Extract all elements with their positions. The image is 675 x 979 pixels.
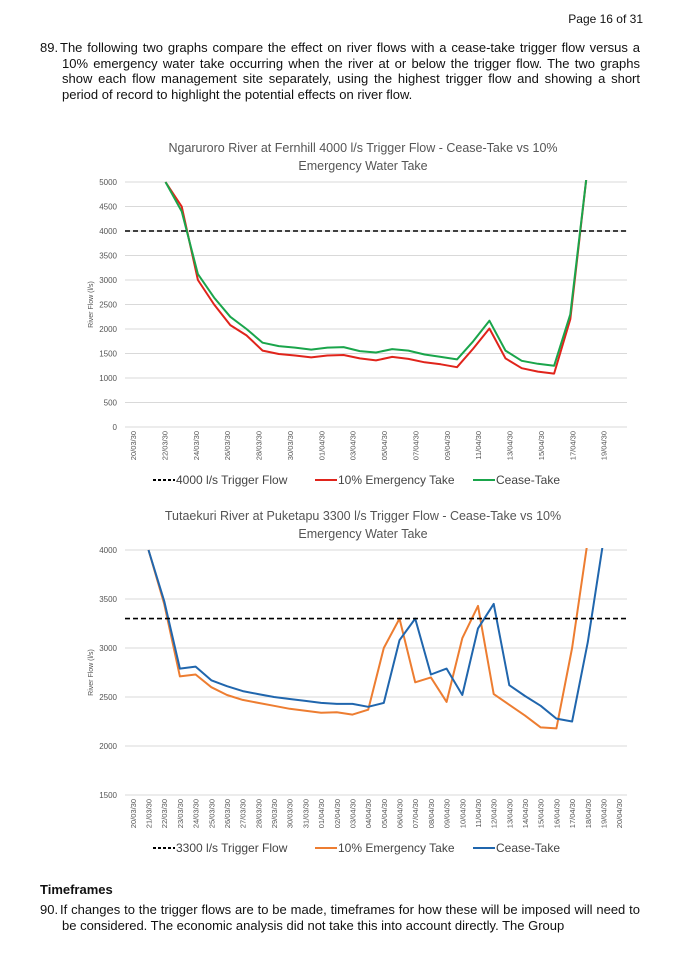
x-tick-label: 16/04/30 bbox=[552, 799, 562, 829]
x-tick-label: 15/04/30 bbox=[536, 799, 546, 829]
x-tick-label: 10/04/30 bbox=[458, 799, 468, 829]
x-tick-label: 22/03/30 bbox=[160, 431, 170, 461]
x-tick-label: 17/04/30 bbox=[568, 799, 578, 829]
x-tick-label: 03/04/30 bbox=[348, 799, 358, 829]
x-tick-label: 19/04/30 bbox=[599, 799, 609, 829]
legend-emergency-take-label: 10% Emergency Take bbox=[338, 473, 455, 487]
x-tick-label: 20/04/30 bbox=[615, 799, 625, 829]
x-tick-label: 28/03/30 bbox=[254, 431, 264, 461]
y-tick-label: 3000 bbox=[99, 644, 117, 653]
chart-title-line1: Ngaruroro River at Fernhill 4000 l/s Trigger Flow - Cease-Take vs 10% bbox=[168, 141, 558, 155]
x-tick-label: 21/03/30 bbox=[144, 799, 154, 829]
x-tick-label: 31/03/30 bbox=[301, 799, 311, 829]
x-tick-label: 07/04/30 bbox=[411, 431, 421, 461]
chart-ngaruroro bbox=[85, 130, 642, 496]
y-tick-label: 3500 bbox=[99, 595, 117, 604]
series-line-emergency-take bbox=[149, 540, 588, 728]
x-tick-label: 17/04/30 bbox=[568, 431, 578, 461]
x-tick-label: 14/04/30 bbox=[521, 799, 531, 829]
y-axis-label: River Flow (l/s) bbox=[88, 281, 95, 328]
legend-cease-take-label: Cease-Take bbox=[496, 841, 561, 855]
y-tick-label: 4000 bbox=[99, 546, 117, 555]
chart-ngaruroro-svg bbox=[85, 130, 642, 496]
y-tick-label: 2000 bbox=[99, 742, 117, 751]
legend-trigger-label: 4000 l/s Trigger Flow bbox=[176, 473, 288, 487]
x-tick-label: 30/03/30 bbox=[285, 799, 295, 829]
y-tick-label: 4000 bbox=[99, 227, 117, 236]
paragraph-90 bbox=[40, 902, 640, 933]
y-tick-label: 1500 bbox=[99, 791, 117, 800]
legend-emergency-take-label: 10% Emergency Take bbox=[338, 841, 455, 855]
x-tick-label: 11/04/30 bbox=[474, 431, 484, 460]
x-tick-label: 20/03/30 bbox=[129, 431, 139, 461]
y-tick-label: 2500 bbox=[99, 300, 117, 310]
x-tick-label: 24/03/30 bbox=[191, 799, 201, 829]
x-tick-label: 22/03/30 bbox=[160, 799, 170, 829]
paragraph-number: 89. bbox=[40, 40, 59, 55]
x-tick-label: 05/04/30 bbox=[379, 799, 389, 829]
paragraph-text: If changes to the trigger flows are to be made, timeframes for how these will be imposed will need to be considered. The economic analysis did not take this into account directly. The Group bbox=[60, 902, 640, 933]
y-tick-label: 3000 bbox=[99, 276, 117, 285]
x-tick-label: 11/04/30 bbox=[473, 799, 483, 828]
x-tick-label: 09/04/30 bbox=[442, 799, 452, 829]
x-tick-label: 18/04/30 bbox=[583, 799, 593, 829]
y-tick-label: 5000 bbox=[99, 178, 117, 187]
y-tick-label: 1000 bbox=[99, 374, 117, 383]
x-tick-label: 27/03/30 bbox=[238, 799, 248, 829]
series-line-cease-take bbox=[149, 540, 604, 721]
legend-cease-take-label: Cease-Take bbox=[496, 473, 561, 487]
x-tick-label: 07/04/30 bbox=[411, 799, 421, 829]
paragraph-text: The following two graphs compare the effect on river flows with a cease-take trigger flow versus a 10% emergency water take occurring when the river at or below the trigger flow. The two graphs show each flow management site separately, using the highest trigger flow and showing a short period of record to highlight the potential effects on river flow. bbox=[60, 40, 640, 102]
x-tick-label: 13/04/30 bbox=[505, 431, 515, 461]
x-tick-label: 25/03/30 bbox=[207, 799, 217, 829]
chart-tutaekuri-svg bbox=[85, 502, 642, 870]
y-tick-label: 0 bbox=[112, 423, 117, 432]
x-tick-label: 05/04/30 bbox=[380, 431, 390, 461]
x-tick-label: 13/04/30 bbox=[505, 799, 515, 829]
y-tick-label: 4500 bbox=[99, 202, 117, 212]
x-tick-label: 29/03/30 bbox=[270, 799, 280, 829]
y-tick-label: 3500 bbox=[99, 251, 117, 261]
x-tick-label: 01/04/30 bbox=[317, 799, 327, 829]
y-tick-label: 2000 bbox=[99, 325, 117, 334]
x-tick-label: 30/03/30 bbox=[285, 431, 295, 461]
chart-title-line2: Emergency Water Take bbox=[298, 159, 428, 173]
series-line-cease-take bbox=[166, 177, 587, 366]
x-tick-label: 02/04/30 bbox=[332, 799, 342, 829]
x-tick-label: 09/04/30 bbox=[442, 431, 452, 461]
x-tick-label: 23/03/30 bbox=[175, 799, 185, 829]
x-tick-label: 06/04/30 bbox=[395, 799, 405, 829]
x-tick-label: 04/04/30 bbox=[364, 799, 374, 829]
y-tick-label: 500 bbox=[103, 398, 117, 408]
paragraph-number: 90. bbox=[40, 902, 59, 917]
page-number: Page 16 of 31 bbox=[568, 12, 643, 26]
x-tick-label: 26/03/30 bbox=[222, 799, 232, 829]
x-tick-label: 19/04/30 bbox=[599, 431, 609, 461]
chart-title-line2: Emergency Water Take bbox=[298, 527, 428, 541]
y-tick-label: 2500 bbox=[99, 693, 117, 702]
chart-title-line1: Tutaekuri River at Puketapu 3300 l/s Trigger Flow - Cease-Take vs 10% bbox=[164, 509, 562, 523]
x-tick-label: 28/03/30 bbox=[254, 799, 264, 829]
chart-tutaekuri bbox=[85, 502, 642, 870]
x-tick-label: 15/04/30 bbox=[536, 431, 546, 461]
y-tick-label: 1500 bbox=[99, 349, 117, 359]
x-tick-label: 01/04/30 bbox=[317, 431, 327, 461]
x-tick-label: 08/04/30 bbox=[426, 799, 436, 829]
x-tick-label: 24/03/30 bbox=[191, 431, 201, 461]
y-axis-label: River Flow (l/s) bbox=[88, 649, 95, 696]
x-tick-label: 12/04/30 bbox=[489, 799, 499, 829]
paragraph-89 bbox=[40, 40, 640, 102]
legend-trigger-label: 3300 l/s Trigger Flow bbox=[176, 841, 288, 855]
x-tick-label: 26/03/30 bbox=[223, 431, 233, 461]
x-tick-label: 03/04/30 bbox=[348, 431, 358, 461]
x-tick-label: 20/03/30 bbox=[128, 799, 138, 829]
section-heading-timeframes: Timeframes bbox=[40, 882, 113, 897]
